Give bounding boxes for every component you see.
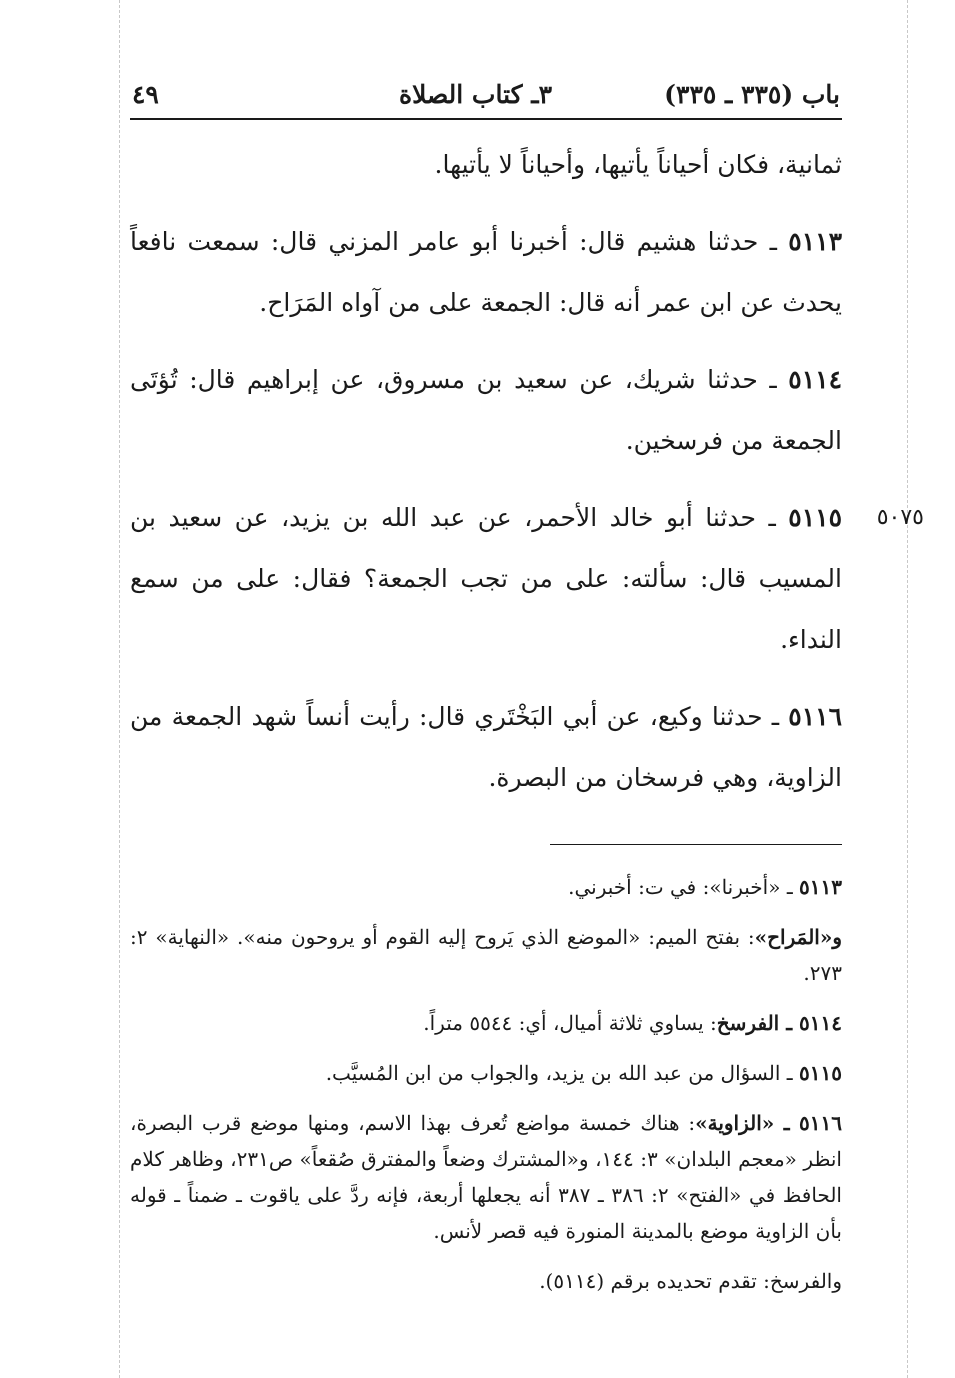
footnote <box>130 1263 842 1299</box>
hadith-text: ـ حدثنا شريك، عن سعيد بن مسروق، عن إبراهيم قال: تُؤتَى الجمعة من فرسخين. <box>130 365 842 455</box>
footnote-term: ـ الفرسخ <box>716 1011 800 1035</box>
page-number: ٤٩ <box>132 80 159 109</box>
footnote-number: ٥١١٤ <box>799 1011 842 1035</box>
margin-reference-number: ٥٠٧٥ <box>876 505 924 530</box>
hadith-paragraph <box>130 211 842 333</box>
footnote-text: : بفتح الميم: «الموضع الذي يَروح إليه القوم أو يروحون منه». «النهاية» ٢: ٢٧٣. <box>130 925 842 985</box>
footnote-term: و«المَراح» <box>754 925 842 949</box>
footnote-text: والفرسخ: تقدم تحديده برقم (٥١١٤). <box>539 1269 842 1293</box>
footnote-number: ٥١١٣ <box>799 875 842 899</box>
footnote-text: ـ السؤال من عبد الله بن يزيد، والجواب من ابن المُسيَّب. <box>325 1061 800 1085</box>
chapter-range: باب (٣٣٥ ـ ٣٣٥) <box>664 80 840 109</box>
footnote <box>130 869 842 905</box>
hadith-number: ٥١١٣ <box>788 227 842 256</box>
footnote-number: ٥١١٦ <box>799 1111 842 1135</box>
footnote-text: : هناك خمسة مواضع تُعرف بهذا الاسم، ومنها موضع قرب البصرة، انظر «معجم البلدان» ٣: ١٤٤، و«المشترك وضعاً والمفترق صُقعاً» ص٢٣١، وظاهر كلام الحافظ في «الفتح» ٢: ٣٨٦ ـ ٣٨٧ أنه يجعلها أربعة، فإنه ردَّ على ياقوت ـ ضمناً ـ قوله بأن الزاوية موضع بالمدينة المنورة فيه قصر لأنس. <box>130 1111 842 1243</box>
footnotes <box>130 869 842 1299</box>
footnote <box>130 1005 842 1041</box>
footnote-text: ـ «أخبرنا»: في ت: أخبرني. <box>568 875 800 899</box>
hadith-number: ٥١١٥ <box>788 503 842 532</box>
main-text <box>130 134 924 808</box>
book-title: ٣ـ كتاب الصلاة <box>398 80 552 109</box>
footnote <box>130 1055 842 1091</box>
hadith-text: ـ حدثنا أبو خالد الأحمر، عن عبد الله بن يزيد، عن سعيد بن المسيب قال: سألته: على من تجب الجمعة؟ فقال: على من سمع النداء. <box>130 503 842 654</box>
hadith-text: ـ حدثنا هشيم قال: أخبرنا أبو عامر المزني قال: سمعت نافعاً يحدث عن ابن عمر أنه قال: الجمعة على من آواه المَرَاح. <box>130 227 842 317</box>
crop-guide-left <box>119 0 120 1378</box>
book-page <box>130 70 924 1313</box>
hadith-paragraph <box>130 686 842 808</box>
hadith-paragraph <box>130 134 842 195</box>
hadith-text: ـ حدثنا وكيع، عن أبي البَخْتَري قال: رأيت أنساً شهد الجمعة من الزاوية، وهي فرسخان من البصرة. <box>130 702 842 792</box>
running-header <box>130 70 842 120</box>
hadith-number: ٥١١٤ <box>788 365 842 394</box>
hadith-text: ثمانية، فكان أحياناً يأتيها، وأحياناً لا يأتيها. <box>434 150 842 179</box>
hadith-number: ٥١١٦ <box>788 702 842 731</box>
footnote-number: ٥١١٥ <box>799 1061 842 1085</box>
footnote <box>130 1105 842 1249</box>
footnote-text: : يساوي ثلاثة أميال، أي: ٥٥٤٤ متراً. <box>423 1011 717 1035</box>
hadith-paragraph <box>130 487 924 670</box>
hadith-paragraph <box>130 349 842 471</box>
footnote-term: ـ «الزاوية» <box>695 1111 800 1135</box>
crop-guide-right <box>907 0 908 1378</box>
footnote-separator <box>550 844 842 845</box>
footnote <box>130 919 842 991</box>
